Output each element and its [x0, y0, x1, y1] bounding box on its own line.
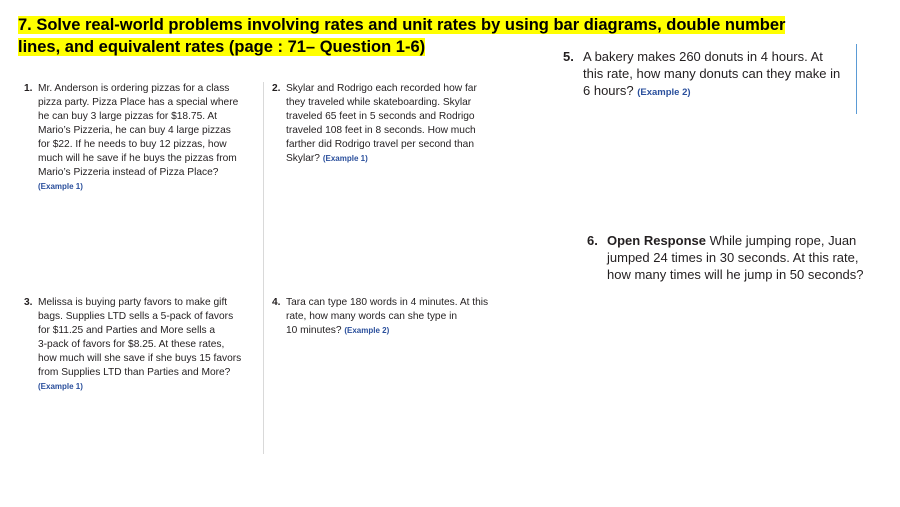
question-text-line: pizza party. Pizza Place has a special where [38, 97, 239, 108]
title-line-1: 7. Solve real-world problems involving rates and unit rates by using bar diagrams, double number [18, 16, 786, 34]
example-reference: (Example 2) [637, 87, 691, 98]
question-text-line: While jumping rope, Juan [709, 233, 857, 248]
question-6 [587, 232, 892, 283]
question-text-line: Mario’s Pizzeria instead of Pizza Place? [38, 167, 219, 178]
column-divider-left [263, 82, 264, 454]
question-text-line: Skylar? [286, 153, 320, 164]
question-text-line: A bakery makes 260 donuts in 4 hours. At [583, 49, 823, 64]
question-number: 1. [24, 83, 33, 94]
question-text-line: this rate, how many donuts can they make in [583, 66, 841, 81]
example-reference: (Example 1) [322, 154, 368, 163]
question-1 [24, 82, 260, 194]
question-number: 6. [587, 233, 598, 248]
question-text-line: farther did Rodrigo travel per second than [286, 139, 475, 150]
question-text-line: 3-pack of favors for $8.25. At these rates, [38, 339, 225, 350]
question-text-line: Tara can type 180 words in 4 minutes. At this [286, 297, 489, 308]
question-text-line: how many times will he jump in 50 seconds? [607, 267, 864, 282]
example-reference: (Example 2) [344, 326, 390, 335]
question-text-line: Skylar and Rodrigo each recorded how far [286, 83, 477, 94]
question-text-line: he can buy 3 large pizzas for $18.75. At [38, 111, 217, 122]
question-text-line: traveled 65 feet in 5 seconds and Rodrigo [286, 111, 475, 122]
question-number: 4. [272, 297, 281, 308]
question-2 [272, 82, 508, 166]
question-text-line: bags. Supplies LTD sells a 5-pack of favors [38, 311, 234, 322]
example-reference: (Example 1) [38, 182, 83, 191]
question-text-line: for $22. If he needs to buy 12 pizzas, how [38, 139, 227, 150]
question-text-line: Melissa is buying party favors to make gift [38, 297, 228, 308]
question-number: 3. [24, 297, 33, 308]
title-line-2: lines, and equivalent rates (page : 71– Question 1-6) [18, 38, 426, 56]
question-text-line: traveled 108 feet in 8 seconds. How much [286, 125, 476, 136]
question-text-line: Mr. Anderson is ordering pizzas for a class [38, 83, 230, 94]
question-text-line: 10 minutes? [286, 325, 342, 336]
question-number: 5. [563, 49, 574, 64]
example-reference: (Example 1) [38, 382, 83, 391]
open-response-label: Open Response [607, 233, 706, 248]
question-number: 2. [272, 83, 281, 94]
question-text-line: jumped 24 times in 30 seconds. At this rate, [607, 250, 859, 265]
question-text-line: how much will she save if she buys 15 favors [38, 353, 242, 364]
question-4 [272, 296, 516, 338]
question-5 [563, 48, 863, 101]
question-text-line: they traveled while skateboarding. Skylar [286, 97, 472, 108]
question-text-line: rate, how many words can she type in [286, 311, 458, 322]
question-text-line: from Supplies LTD than Parties and More? [38, 367, 231, 378]
question-text-line: for $11.25 and Parties and More sells a [38, 325, 216, 336]
question-text-line: Mario’s Pizzeria, he can buy 4 large pizzas [38, 125, 231, 136]
question-text-line: much will he save if he buys the pizzas from [38, 153, 237, 164]
question-3 [24, 296, 260, 394]
question-text-line: 6 hours? [583, 83, 634, 98]
